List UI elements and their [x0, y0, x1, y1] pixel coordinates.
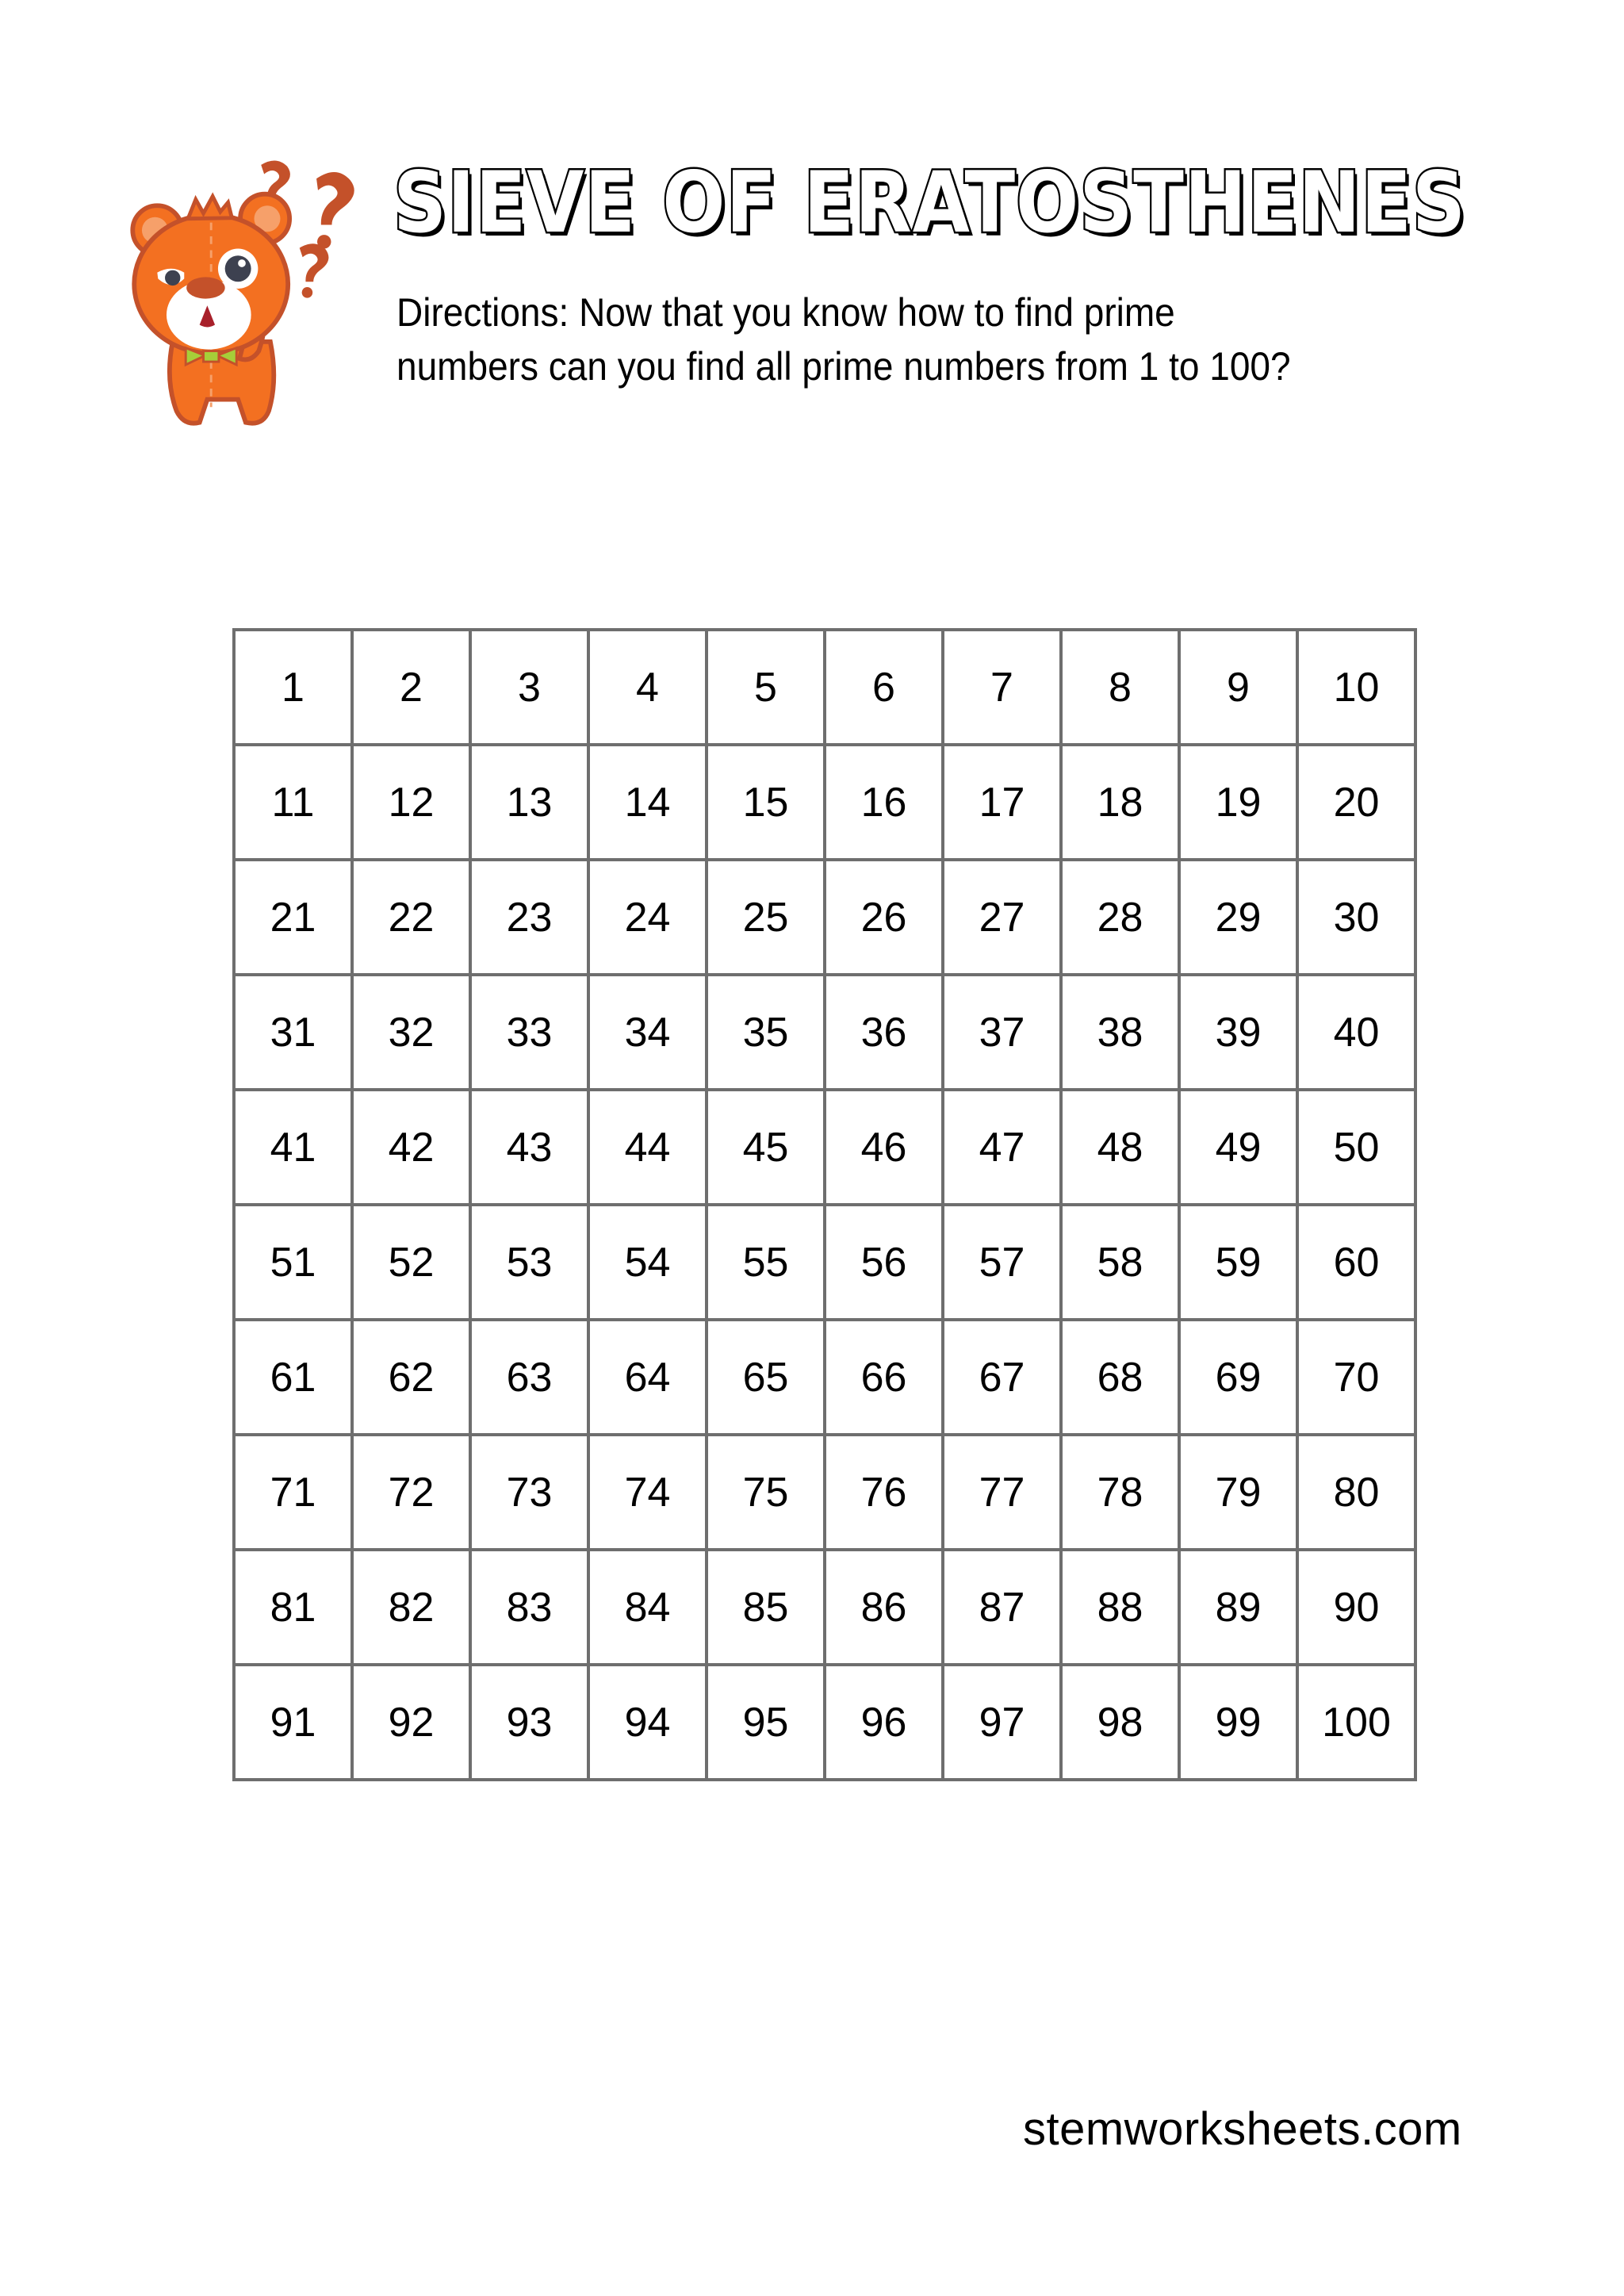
grid-cell[interactable]: 19 [1179, 745, 1297, 860]
grid-cell[interactable]: 4 [588, 630, 707, 745]
grid-cell[interactable]: 68 [1061, 1320, 1179, 1435]
grid-cell[interactable]: 21 [234, 860, 352, 975]
grid-cell[interactable]: 25 [707, 860, 825, 975]
grid-cell[interactable]: 69 [1179, 1320, 1297, 1435]
thinking-bear-icon [115, 141, 369, 435]
grid-cell[interactable]: 47 [943, 1090, 1061, 1205]
grid-cell[interactable]: 94 [588, 1665, 707, 1780]
grid-cell[interactable]: 57 [943, 1205, 1061, 1320]
grid-cell[interactable]: 44 [588, 1090, 707, 1205]
grid-cell[interactable]: 51 [234, 1205, 352, 1320]
grid-cell[interactable]: 8 [1061, 630, 1179, 745]
grid-cell[interactable]: 65 [707, 1320, 825, 1435]
grid-cell[interactable]: 13 [470, 745, 588, 860]
grid-cell[interactable]: 74 [588, 1435, 707, 1550]
grid-row [234, 1665, 1415, 1780]
grid-cell[interactable]: 85 [707, 1550, 825, 1665]
grid-cell[interactable]: 9 [1179, 630, 1297, 745]
grid-cell[interactable]: 90 [1297, 1550, 1415, 1665]
grid-cell[interactable]: 77 [943, 1435, 1061, 1550]
grid-row [234, 1205, 1415, 1320]
grid-cell[interactable]: 98 [1061, 1665, 1179, 1780]
grid-cell[interactable]: 83 [470, 1550, 588, 1665]
grid-cell[interactable]: 60 [1297, 1205, 1415, 1320]
directions-line-2: numbers can you find all prime numbers from 1 to 100? [396, 344, 1291, 389]
grid-cell[interactable]: 92 [352, 1665, 470, 1780]
grid-cell[interactable]: 52 [352, 1205, 470, 1320]
grid-cell[interactable]: 84 [588, 1550, 707, 1665]
grid-cell[interactable]: 30 [1297, 860, 1415, 975]
grid-cell[interactable]: 24 [588, 860, 707, 975]
grid-cell[interactable]: 29 [1179, 860, 1297, 975]
grid-cell[interactable]: 37 [943, 975, 1061, 1090]
grid-cell[interactable]: 88 [1061, 1550, 1179, 1665]
grid-cell[interactable]: 50 [1297, 1090, 1415, 1205]
grid-cell[interactable]: 27 [943, 860, 1061, 975]
grid-row [234, 1550, 1415, 1665]
grid-cell[interactable]: 34 [588, 975, 707, 1090]
grid-row [234, 860, 1415, 975]
grid-row [234, 745, 1415, 860]
grid-cell[interactable]: 54 [588, 1205, 707, 1320]
grid-cell[interactable]: 15 [707, 745, 825, 860]
grid-cell[interactable]: 56 [825, 1205, 943, 1320]
grid-cell[interactable]: 7 [943, 630, 1061, 745]
grid-cell[interactable]: 53 [470, 1205, 588, 1320]
grid-cell[interactable]: 87 [943, 1550, 1061, 1665]
grid-cell[interactable]: 63 [470, 1320, 588, 1435]
grid-cell[interactable]: 42 [352, 1090, 470, 1205]
grid-cell[interactable]: 11 [234, 745, 352, 860]
grid-cell[interactable]: 5 [707, 630, 825, 745]
grid-cell[interactable]: 45 [707, 1090, 825, 1205]
grid-cell[interactable]: 81 [234, 1550, 352, 1665]
grid-cell[interactable]: 3 [470, 630, 588, 745]
grid-cell[interactable]: 1 [234, 630, 352, 745]
grid-cell[interactable]: 36 [825, 975, 943, 1090]
grid-cell[interactable]: 93 [470, 1665, 588, 1780]
grid-cell[interactable]: 18 [1061, 745, 1179, 860]
grid-cell[interactable]: 100 [1297, 1665, 1415, 1780]
grid-cell[interactable]: 28 [1061, 860, 1179, 975]
grid-cell[interactable]: 6 [825, 630, 943, 745]
grid-cell[interactable]: 43 [470, 1090, 588, 1205]
grid-cell[interactable]: 75 [707, 1435, 825, 1550]
grid-cell[interactable]: 23 [470, 860, 588, 975]
grid-cell[interactable]: 73 [470, 1435, 588, 1550]
grid-cell[interactable]: 79 [1179, 1435, 1297, 1550]
directions-line-1: Directions: Now that you know how to find prime [396, 290, 1175, 335]
grid-cell[interactable]: 99 [1179, 1665, 1297, 1780]
site-footer: stemworksheets.com [1023, 2103, 1462, 2155]
grid-cell[interactable]: 76 [825, 1435, 943, 1550]
grid-cell[interactable]: 67 [943, 1320, 1061, 1435]
bowtie-icon [186, 348, 236, 365]
grid-row [234, 975, 1415, 1090]
grid-cell[interactable]: 46 [825, 1090, 943, 1205]
grid-row [234, 630, 1415, 745]
grid-row [234, 1435, 1415, 1550]
grid-cell[interactable]: 32 [352, 975, 470, 1090]
grid-cell[interactable]: 33 [470, 975, 588, 1090]
grid-cell[interactable]: 62 [352, 1320, 470, 1435]
grid-cell[interactable]: 58 [1061, 1205, 1179, 1320]
grid-cell[interactable]: 82 [352, 1550, 470, 1665]
grid-cell[interactable]: 72 [352, 1435, 470, 1550]
grid-cell[interactable]: 12 [352, 745, 470, 860]
grid-cell[interactable]: 64 [588, 1320, 707, 1435]
grid-cell[interactable]: 96 [825, 1665, 943, 1780]
directions-text [396, 286, 1418, 393]
grid-cell[interactable]: 17 [943, 745, 1061, 860]
grid-cell[interactable]: 89 [1179, 1550, 1297, 1665]
grid-cell[interactable]: 97 [943, 1665, 1061, 1780]
grid-row [234, 1320, 1415, 1435]
grid-cell[interactable]: 14 [588, 745, 707, 860]
grid-cell[interactable]: 38 [1061, 975, 1179, 1090]
grid-cell[interactable]: 71 [234, 1435, 352, 1550]
grid-cell[interactable]: 10 [1297, 630, 1415, 745]
grid-cell[interactable]: 80 [1297, 1435, 1415, 1550]
grid-cell[interactable]: 22 [352, 860, 470, 975]
grid-cell[interactable]: 66 [825, 1320, 943, 1435]
grid-cell[interactable]: 55 [707, 1205, 825, 1320]
grid-cell[interactable]: 61 [234, 1320, 352, 1435]
grid-cell[interactable]: 40 [1297, 975, 1415, 1090]
grid-cell[interactable]: 70 [1297, 1320, 1415, 1435]
grid-cell[interactable]: 95 [707, 1665, 825, 1780]
page-title: SIEVE OF ERATOSTHENES [393, 154, 1466, 251]
grid-cell[interactable]: 16 [825, 745, 943, 860]
grid-cell[interactable]: 41 [234, 1090, 352, 1205]
grid-cell[interactable]: 35 [707, 975, 825, 1090]
grid-cell[interactable]: 78 [1061, 1435, 1179, 1550]
grid-cell[interactable]: 26 [825, 860, 943, 975]
grid-cell[interactable]: 49 [1179, 1090, 1297, 1205]
grid-cell[interactable]: 20 [1297, 745, 1415, 860]
grid-cell[interactable]: 48 [1061, 1090, 1179, 1205]
grid-cell[interactable]: 39 [1179, 975, 1297, 1090]
grid-cell[interactable]: 91 [234, 1665, 352, 1780]
grid-cell[interactable]: 59 [1179, 1205, 1297, 1320]
grid-cell[interactable]: 86 [825, 1550, 943, 1665]
grid-cell[interactable]: 31 [234, 975, 352, 1090]
grid-cell[interactable]: 2 [352, 630, 470, 745]
grid-row [234, 1090, 1415, 1205]
hundreds-grid [232, 628, 1417, 1781]
